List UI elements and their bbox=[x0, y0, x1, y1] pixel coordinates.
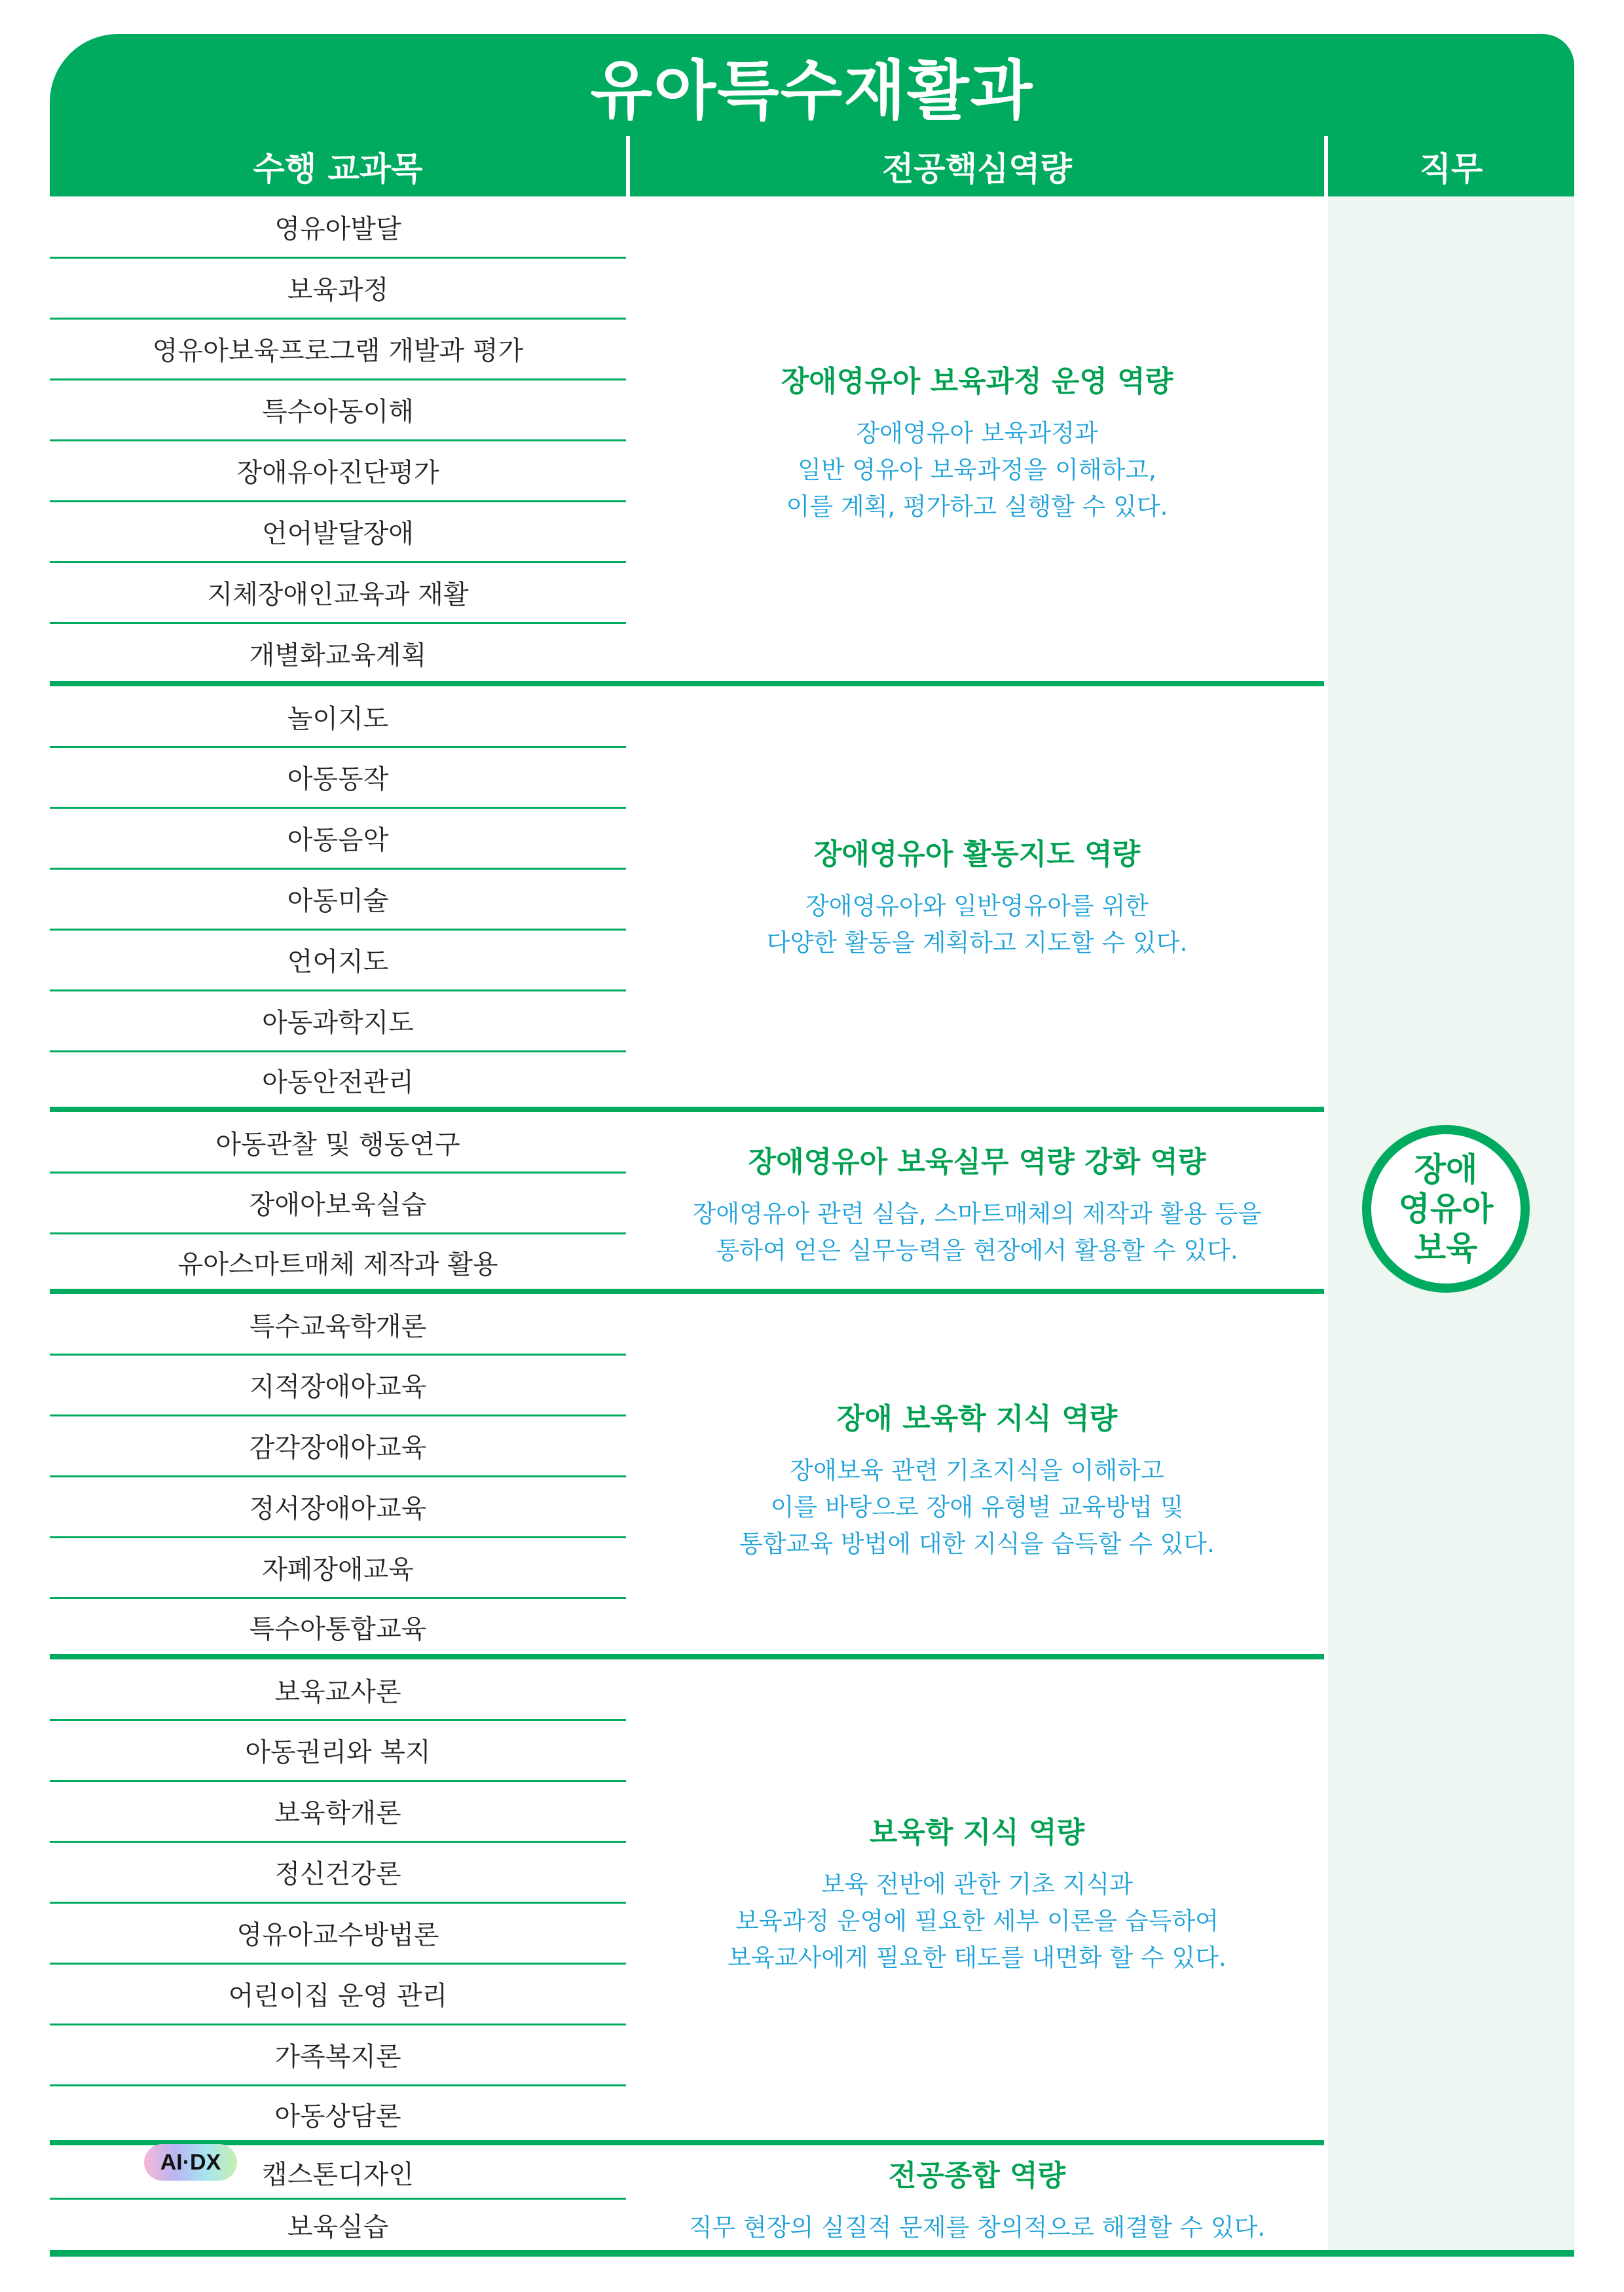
subject-row: 정서장애아교육 bbox=[249, 1494, 427, 1524]
subject-row: 지체장애인교육과 재활 bbox=[207, 580, 469, 610]
subject-row: 놀이지도 bbox=[287, 703, 389, 734]
subject-row: 정신건강론 bbox=[274, 1859, 401, 1889]
department-title-bar bbox=[50, 34, 1574, 136]
competency-desc-line: 장애영유아 관련 실습, 스마트매체의 제작과 활용 등을 bbox=[692, 1200, 1262, 1228]
competency-desc-line: 직무 현장의 실질적 문제를 창의적으로 해결할 수 있다. bbox=[688, 2213, 1266, 2242]
group-divider bbox=[50, 1289, 1324, 1294]
competency-desc-line: 보육교사에게 필요한 태도를 내면화 할 수 있다. bbox=[728, 1944, 1227, 1972]
table-bottom-border bbox=[50, 2250, 1574, 2257]
competency-desc-line: 다양한 활동을 계획하고 지도할 수 있다. bbox=[766, 929, 1188, 957]
competency-desc-line: 통합교육 방법에 대한 지식을 습득할 수 있다. bbox=[739, 1530, 1215, 1558]
subject-row: 영유아교수방법론 bbox=[236, 1920, 439, 1950]
subject-row: 영유아보육프로그램 개발과 평가 bbox=[152, 336, 524, 366]
header-job: 직무 bbox=[1328, 136, 1574, 196]
subject-row: 보육교사론 bbox=[274, 1676, 401, 1707]
subject-row: 아동상담론 bbox=[274, 2101, 401, 2132]
subject-row: 보육과정 bbox=[287, 275, 389, 305]
subject-row: 아동미술 bbox=[287, 886, 389, 916]
competency-block bbox=[630, 2152, 1324, 2246]
subject-row: 언어발달장애 bbox=[262, 519, 414, 549]
group-divider bbox=[50, 2140, 1324, 2145]
subject-row: 특수아통합교육 bbox=[249, 1614, 427, 1644]
subject-row: 언어지도 bbox=[287, 947, 389, 977]
subject-row: 아동권리와 복지 bbox=[245, 1737, 431, 1767]
competency-title: 전공종합 역량 bbox=[888, 2159, 1066, 2192]
subject-row: 자폐장애교육 bbox=[262, 1555, 414, 1585]
subject-row: 캡스톤디자인 bbox=[262, 2159, 414, 2190]
competency-block bbox=[630, 358, 1324, 525]
subject-row: 지적장애아교육 bbox=[249, 1372, 427, 1402]
competency-block bbox=[630, 1138, 1324, 1269]
group-divider bbox=[50, 681, 1324, 686]
subject-row: 보육실습 bbox=[287, 2211, 389, 2242]
subject-row: 감각장애아교육 bbox=[249, 1433, 427, 1463]
competency-title: 장애 보육학 지식 역량 bbox=[836, 1402, 1118, 1435]
competency-desc-line: 장애영유아 보육과정과 bbox=[856, 419, 1098, 447]
job-circle bbox=[1362, 1125, 1530, 1293]
subject-row: 개별화교육계획 bbox=[249, 640, 427, 671]
job-label-line: 영유아 bbox=[1398, 1190, 1494, 1228]
competency-block bbox=[630, 830, 1324, 961]
subject-row: 영유아발달 bbox=[274, 214, 401, 244]
competency-desc-line: 이를 바탕으로 장애 유형별 교육방법 및 bbox=[770, 1493, 1184, 1521]
job-label-line: 보육 bbox=[1414, 1229, 1478, 1267]
job-label-line: 장애 bbox=[1414, 1151, 1478, 1189]
group-divider bbox=[50, 1654, 1324, 1659]
subject-row: 장애아보육실습 bbox=[249, 1190, 427, 1220]
header-subjects: 수행 교과목 bbox=[50, 136, 626, 196]
competency-desc-line: 보육과정 운영에 필요한 세부 이론을 습득하여 bbox=[735, 1907, 1219, 1935]
subject-row: 보육학개론 bbox=[274, 1798, 401, 1828]
subject-row: 특수아동이해 bbox=[262, 397, 414, 427]
competency-desc-line: 보육 전반에 관한 기초 지식과 bbox=[821, 1870, 1133, 1898]
subject-row: 유아스마트매체 제작과 활용 bbox=[177, 1249, 498, 1280]
subject-row: 아동안전관리 bbox=[262, 1067, 414, 1098]
subject-row: 장애유아진단평가 bbox=[236, 458, 439, 488]
competency-title: 장애영유아 활동지도 역량 bbox=[813, 838, 1141, 871]
competency-desc-line: 일반 영유아 보육과정을 이해하고, bbox=[798, 456, 1156, 484]
competency-title: 보육학 지식 역량 bbox=[869, 1816, 1085, 1849]
subject-row: 특수교육학개론 bbox=[249, 1311, 427, 1342]
competency-desc-line: 이를 계획, 평가하고 실행할 수 있다. bbox=[786, 492, 1168, 521]
subject-row: 아동동작 bbox=[287, 764, 389, 794]
subject-row: 아동음악 bbox=[287, 825, 389, 855]
competency-block bbox=[630, 1395, 1324, 1562]
header-competency: 전공핵심역량 bbox=[630, 136, 1324, 196]
competency-desc-line: 장애영유아와 일반영유아를 위한 bbox=[805, 892, 1149, 920]
competency-desc-line: 장애보육 관련 기초지식을 이해하고 bbox=[790, 1456, 1164, 1485]
competency-desc-line: 통하여 얻은 실무능력을 현장에서 활용할 수 있다. bbox=[716, 1236, 1238, 1265]
group-divider bbox=[50, 1107, 1324, 1112]
subject-row: 아동과학지도 bbox=[262, 1008, 414, 1038]
subject-row: 어린이집 운영 관리 bbox=[228, 1981, 448, 2011]
subject-row: 아동관찰 및 행동연구 bbox=[215, 1129, 460, 1160]
ai-dx-badge: AI·DX bbox=[144, 2144, 237, 2181]
department-title: 유아특수재활과 bbox=[590, 53, 1034, 128]
competency-block bbox=[630, 1809, 1324, 1976]
subject-row: 가족복지론 bbox=[274, 2042, 401, 2072]
competency-title: 장애영유아 보육과정 운영 역량 bbox=[781, 365, 1173, 398]
competency-title: 장애영유아 보육실무 역량 강화 역량 bbox=[748, 1145, 1206, 1179]
